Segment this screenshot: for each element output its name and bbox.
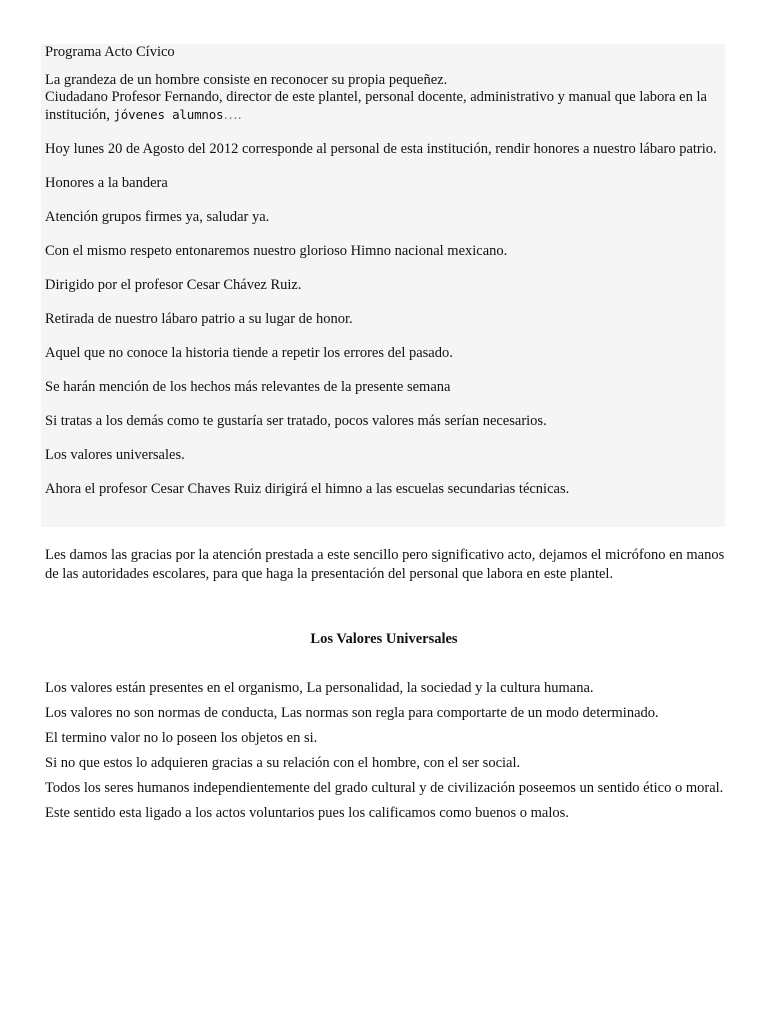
values-line: Este sentido esta ligado a los actos voluntarios pues los calificamos como buenos o malos.	[45, 805, 569, 821]
values-line: Si no que estos lo adquieren gracias a su relación con el hombre, con el ser social.	[45, 755, 521, 771]
greeting-mono: jóvenes alumnos	[113, 107, 224, 122]
quote-intro: La grandeza de un hombre consiste en reconocer su propia pequeñez.	[45, 72, 448, 88]
program-item-honors: Honores a la bandera	[45, 175, 168, 191]
values-line: El termino valor no lo poseen los objetos en si.	[45, 730, 318, 746]
program-item-date: Hoy lunes 20 de Agosto del 2012 corresponde al personal de esta institución, rendir honores a nuestro lábaro patrio.	[45, 141, 717, 157]
values-line: Los valores están presentes en el organismo, La personalidad, la sociedad y la cultura humana.	[45, 680, 594, 696]
program-document	[45, 44, 725, 498]
greeting-paragraph	[45, 89, 725, 124]
program-item-flag-retreat: Retirada de nuestro lábaro patrio a su lugar de honor.	[45, 311, 353, 327]
values-line: Los valores no son normas de conducta, Las normas son regla para comportarte de un modo determinado.	[45, 705, 659, 721]
program-item-salute: Atención grupos firmes ya, saludar ya.	[45, 209, 270, 225]
values-line: Todos los seres humanos independientemente del grado cultural y de civilización poseemos un sentido ético o moral.	[45, 780, 724, 796]
program-item-director: Dirigido por el profesor Cesar Chávez Ruiz.	[45, 277, 302, 293]
program-item-final-anthem: Ahora el profesor Cesar Chaves Ruiz dirigirá el himno a las escuelas secundarias técnicas.	[45, 481, 570, 497]
values-list	[45, 680, 725, 822]
values-heading: Los Valores Universales	[310, 631, 458, 647]
program-title: Programa Acto Cívico	[45, 44, 175, 60]
greeting-main: Ciudadano Profesor Fernando, director de este plantel, personal docente, administrativo y manual que labora en la institución,	[45, 89, 707, 123]
program-item-weekly-events: Se harán mención de los hechos más relevantes de la presente semana	[45, 379, 451, 395]
program-item-values-quote: Si tratas a los demás como te gustaría ser tratado, pocos valores más serían necesarios.	[45, 413, 547, 429]
program-item-history-quote: Aquel que no conoce la historia tiende a repetir los errores del pasado.	[45, 345, 453, 361]
greeting-ellipsis: ….	[223, 107, 242, 123]
program-item-universal-values: Los valores universales.	[45, 447, 185, 463]
closing-paragraph: Les damos las gracias por la atención prestada a este sencillo pero significativo acto, dejamos el micrófono en manos de las autoridades escolares, para que haga la presentación del personal que labora en este plantel.	[45, 547, 725, 582]
program-item-anthem: Con el mismo respeto entonaremos nuestro glorioso Himno nacional mexicano.	[45, 243, 508, 259]
